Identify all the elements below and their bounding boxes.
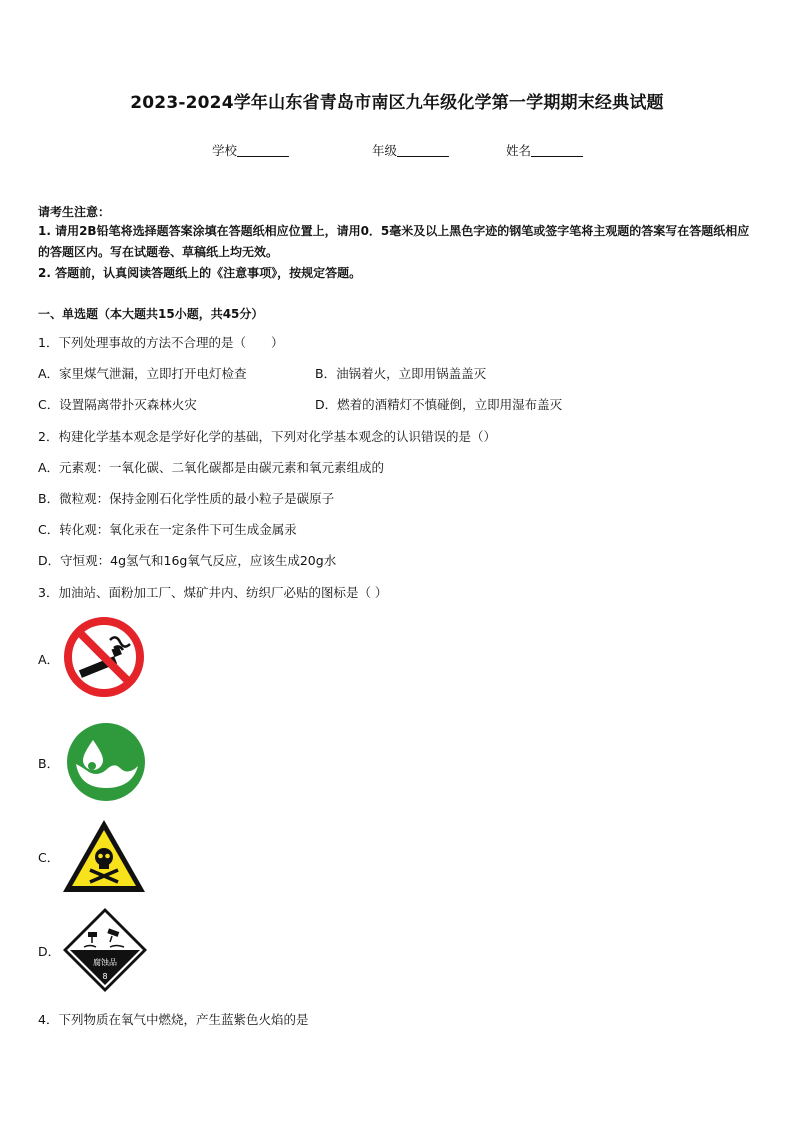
corrosive-class-number: 8 xyxy=(102,972,108,981)
q2-option-d[interactable]: D．守恒观：4g氢气和16g氧气反应，应该生成20g水 xyxy=(38,553,337,568)
notice-item-1: 1. 请用2B铅笔将选择题答案涂填在答题纸相应位置上，请用0．5毫米及以上黑色字迹的钢笔或签字笔将主观题的答案写在答题纸相应的答题区内。写在试题卷、草稿纸上均无效。 xyxy=(38,224,750,259)
toxic-warning-icon xyxy=(60,817,148,895)
grade-blank[interactable] xyxy=(397,143,449,157)
q1-option-a[interactable]: A．家里煤气泄漏，立即打开电灯检查 xyxy=(38,366,247,381)
question-3-stem: 3．加油站、面粉加工厂、煤矿井内、纺织厂必贴的图标是（ ） xyxy=(38,585,388,600)
question-2-stem: 2．构建化学基本观念是学好化学的基础，下列对化学基本观念的认识错误的是（） xyxy=(38,429,496,444)
q1-option-b[interactable]: B．油锅着火，立即用锅盖盖灭 xyxy=(315,366,487,381)
q3-option-d[interactable]: D． xyxy=(38,944,61,959)
q2-option-b[interactable]: B．微粒观：保持金刚石化学性质的最小粒子是碳原子 xyxy=(38,491,335,506)
question-1-stem: 1．下列处理事故的方法不合理的是（ ） xyxy=(38,335,284,350)
q3-option-c[interactable]: C． xyxy=(38,850,60,865)
q3-option-b[interactable]: B． xyxy=(38,756,60,771)
school-blank[interactable] xyxy=(237,143,289,157)
q2-option-c[interactable]: C．转化观：氧化汞在一定条件下可生成金属汞 xyxy=(38,522,297,537)
corrosive-icon xyxy=(62,907,148,993)
q2-option-a[interactable]: A．元素观：一氧化碳、二氧化碳都是由碳元素和氧元素组成的 xyxy=(38,460,385,475)
q1-option-d[interactable]: D．燃着的酒精灯不慎碰倒，立即用湿布盖灭 xyxy=(315,397,563,412)
name-label: 姓名 xyxy=(506,143,532,158)
page-title: 2023-2024学年山东省青岛市南区九年级化学第一学期期末经典试题 xyxy=(130,93,664,113)
corrosive-label: 腐蚀品 xyxy=(93,958,117,967)
q3-option-a[interactable]: A． xyxy=(38,652,60,667)
grade-label: 年级 xyxy=(372,143,398,158)
name-blank[interactable] xyxy=(531,143,583,157)
grade-field xyxy=(372,141,449,159)
water-saving-icon xyxy=(66,722,146,802)
school-field xyxy=(212,141,289,159)
q1-option-c[interactable]: C．设置隔离带扑灭森林火灾 xyxy=(38,397,197,412)
notice-heading: 请考生注意： xyxy=(38,205,111,219)
notice-block xyxy=(38,221,760,284)
question-4-stem: 4．下列物质在氧气中燃烧，产生蓝紫色火焰的是 xyxy=(38,1012,309,1027)
name-field xyxy=(506,141,583,159)
no-smoking-icon xyxy=(62,615,146,699)
school-label: 学校 xyxy=(212,143,238,158)
section-heading: 一、单选题（本大题共15小题，共45分） xyxy=(38,307,264,321)
notice-item-2: 2. 答题前，认真阅读答题纸上的《注意事项》，按规定答题。 xyxy=(38,266,362,280)
